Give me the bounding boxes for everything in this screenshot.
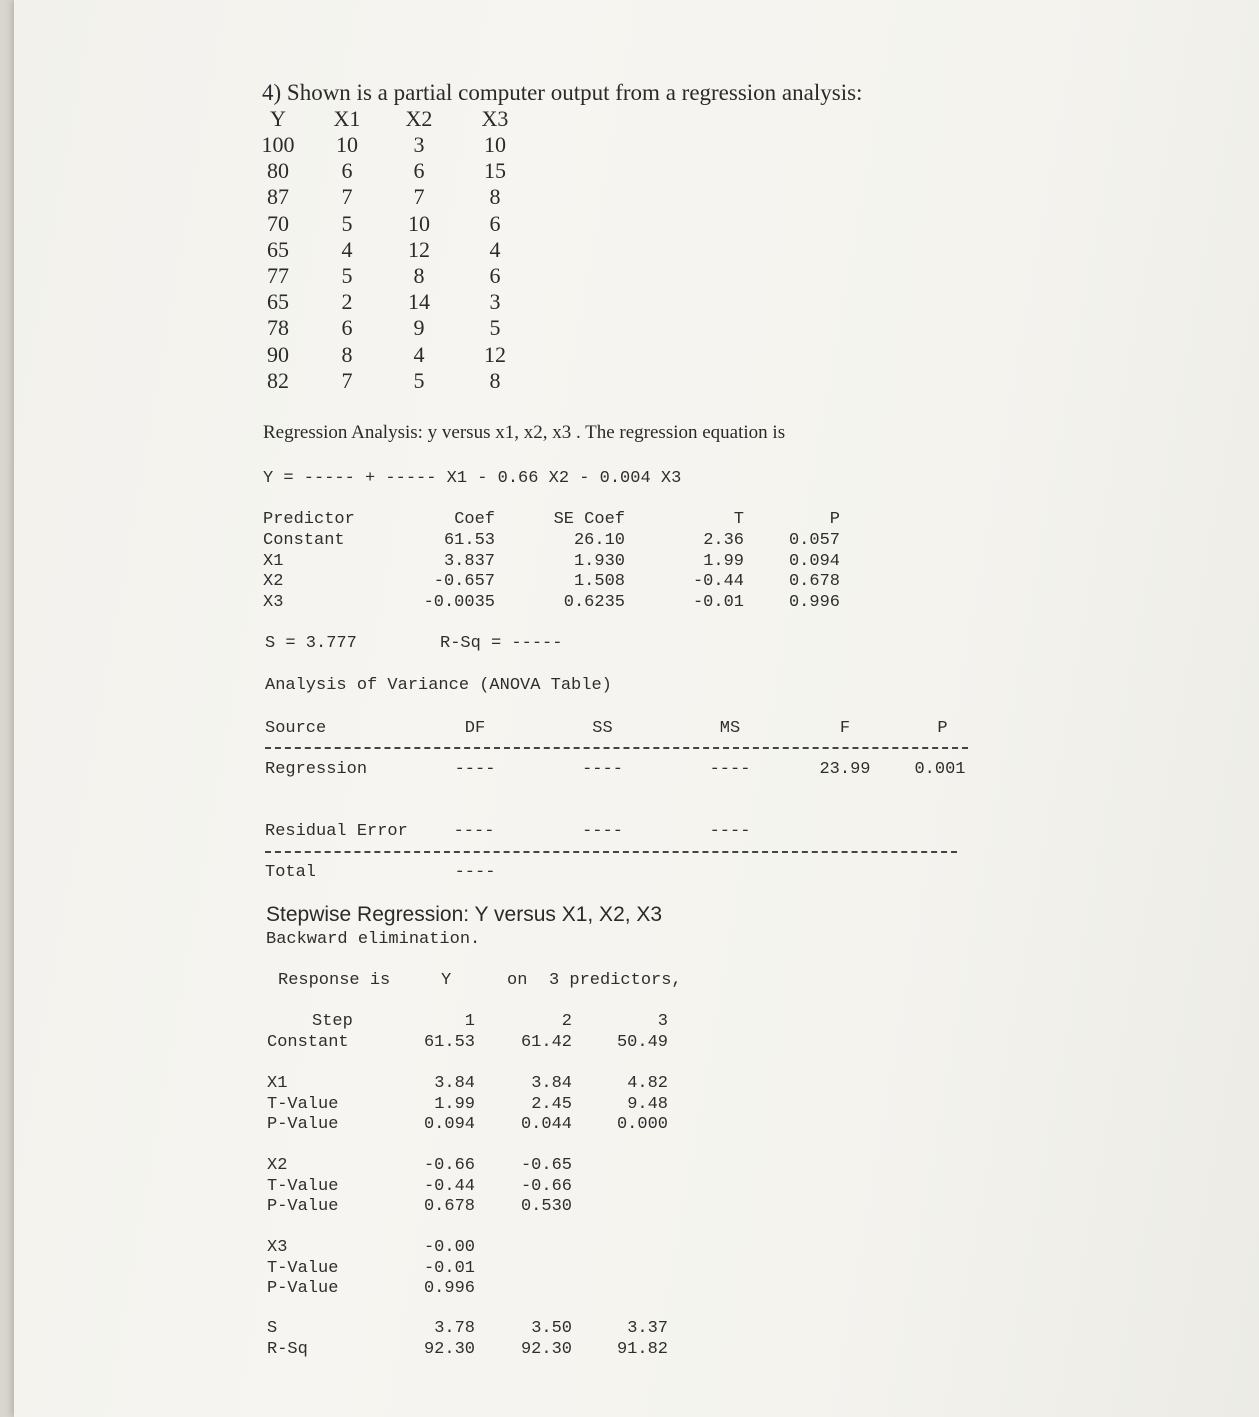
stepwise-cell: -0.00	[423, 1238, 475, 1257]
stepwise-cell: 61.53	[423, 1033, 475, 1052]
coef-cell: X3	[263, 593, 284, 613]
stepwise-cell: 0.530	[520, 1197, 572, 1216]
stepwise-cell: 61.42	[520, 1033, 572, 1052]
coef-cell: -0.01	[692, 593, 744, 613]
data-cell: 14	[408, 289, 430, 315]
anova-cell: ----	[582, 822, 623, 841]
data-cell: 8	[341, 341, 353, 367]
stepwise-subtitle: Backward elimination.	[266, 930, 481, 949]
data-cell: 8	[489, 184, 501, 210]
data-cell: 10	[408, 210, 430, 236]
data-header: Y	[270, 106, 286, 131]
data-cell: 78	[267, 315, 289, 341]
step-label: Step	[312, 1012, 353, 1031]
coef-cell: 1.99	[703, 551, 744, 571]
data-cell: 4	[489, 236, 501, 262]
stepwise-cell: -0.01	[423, 1259, 475, 1278]
data-cell: 65	[267, 236, 289, 262]
stepwise-cell: 3.84	[434, 1074, 475, 1093]
response-on: on	[507, 971, 528, 990]
anova-cell: Total	[265, 863, 317, 882]
data-cell: 65	[267, 289, 289, 315]
data-cell: 7	[413, 184, 425, 210]
coef-cell: -0.0035	[423, 593, 495, 613]
data-cell: 100	[261, 132, 295, 157]
stepwise-row-label: X1	[267, 1074, 288, 1093]
coef-cell: X2	[263, 572, 284, 592]
coef-header: P	[829, 510, 840, 529]
stepwise-cell: 3.78	[434, 1319, 475, 1338]
step-number: 3	[657, 1012, 668, 1031]
anova-header: P	[937, 719, 948, 738]
data-cell: 6	[341, 158, 353, 184]
data-cell: 3	[413, 132, 425, 157]
data-cell: 10	[336, 132, 358, 157]
coef-cell: -0.657	[433, 572, 495, 592]
anova-cell: ----	[709, 822, 751, 841]
stepwise-row-label: X2	[267, 1156, 288, 1175]
anova-header: F	[839, 719, 851, 738]
data-cell: 4	[413, 341, 425, 367]
stepwise-cell: 92.30	[423, 1340, 475, 1359]
data-cell: 10	[484, 132, 506, 157]
coef-cell: X1	[263, 551, 284, 571]
stepwise-cell: -0.66	[423, 1156, 475, 1175]
coef-cell: 61.53	[443, 531, 495, 550]
coef-cell: 2.36	[703, 531, 744, 550]
coef-cell: 0.6235	[563, 593, 625, 613]
data-cell: 12	[408, 236, 430, 262]
anova-cell: 0.001	[914, 760, 966, 779]
s-value: S = 3.777	[265, 634, 357, 653]
stepwise-cell: 91.82	[616, 1340, 668, 1359]
stepwise-row-label: P-Value	[267, 1115, 339, 1134]
anova-cell: Regression	[265, 760, 368, 779]
anova-divider-bottom	[265, 851, 957, 853]
stepwise-cell: 3.84	[531, 1074, 572, 1093]
anova-cell: ----	[454, 863, 496, 882]
data-cell: 90	[267, 341, 289, 367]
coef-cell: 26.10	[573, 531, 625, 550]
anova-cell: 23.99	[819, 760, 871, 779]
data-cell: 87	[267, 184, 289, 210]
stepwise-row-label: P-Value	[267, 1197, 339, 1216]
anova-header: SS	[592, 719, 613, 738]
data-cell: 15	[484, 158, 506, 184]
stepwise-row-label: P-Value	[267, 1279, 339, 1298]
stepwise-cell: 0.996	[423, 1279, 475, 1298]
stepwise-cell: -0.65	[520, 1156, 572, 1175]
data-header: X3	[481, 106, 509, 131]
anova-header: Source	[265, 719, 327, 738]
data-cell: 6	[413, 158, 425, 184]
data-cell: 9	[413, 315, 425, 341]
coef-cell: 1.930	[573, 551, 625, 571]
coef-header: SE Coef	[553, 510, 625, 529]
stepwise-row-label: T-Value	[267, 1259, 339, 1278]
data-cell: 6	[341, 315, 353, 341]
data-header: X1	[333, 106, 361, 131]
stepwise-row-label: T-Value	[267, 1177, 339, 1196]
data-cell: 8	[489, 367, 501, 393]
coef-cell: 0.996	[788, 593, 840, 613]
coef-cell: Constant	[263, 531, 345, 550]
data-cell: 7	[341, 184, 353, 210]
response-variable: Y	[441, 971, 452, 990]
coef-cell: -0.44	[692, 572, 744, 592]
response-label: Response is	[278, 971, 391, 990]
data-cell: 5	[413, 367, 425, 393]
coef-header: Coef	[454, 510, 495, 529]
regression-title: Regression Analysis: y versus x1, x2, x3 . The regression equation is	[263, 422, 786, 443]
anova-header: DF	[464, 719, 486, 738]
anova-cell: ----	[453, 822, 495, 841]
stepwise-cell: 50.49	[616, 1033, 668, 1052]
stepwise-cell: 0.000	[616, 1115, 668, 1134]
stepwise-cell: 4.82	[627, 1074, 668, 1093]
stepwise-cell: 3.50	[531, 1319, 572, 1338]
coef-cell: 0.057	[788, 531, 840, 550]
stepwise-cell: 2.45	[531, 1095, 572, 1114]
stepwise-cell: 1.99	[434, 1095, 475, 1114]
data-cell: 4	[341, 236, 353, 262]
data-cell: 5	[489, 315, 501, 341]
coef-header: T	[733, 510, 744, 529]
data-cell: 7	[341, 367, 353, 393]
data-cell: 70	[267, 210, 289, 236]
coef-header: Predictor	[263, 510, 355, 529]
stepwise-cell: 3.37	[627, 1319, 668, 1338]
regression-equation: Y = ----- + ----- X1 - 0.66 X2 - 0.004 X3	[263, 469, 682, 488]
anova-header: MS	[719, 719, 741, 738]
anova-cell: ----	[582, 760, 623, 779]
stepwise-row-label: R-Sq	[267, 1340, 308, 1359]
stepwise-cell: 92.30	[520, 1340, 572, 1359]
r-sq-value: R-Sq = -----	[440, 634, 563, 653]
question-intro: 4) Shown is a partial computer output from a regression analysis:	[262, 80, 863, 105]
coef-cell: 1.508	[573, 572, 625, 592]
anova-cell: ----	[454, 760, 496, 779]
data-cell: 6	[489, 210, 501, 236]
stepwise-row-label: X3	[267, 1238, 288, 1257]
data-cell: 8	[413, 263, 425, 288]
data-header: X2	[405, 106, 433, 131]
stepwise-cell: 0.094	[423, 1115, 475, 1134]
coef-cell: 0.094	[788, 551, 840, 571]
stepwise-cell: -0.44	[423, 1177, 475, 1196]
anova-cell: ----	[709, 760, 751, 779]
stepwise-cell: 0.678	[423, 1197, 475, 1216]
data-cell: 2	[341, 289, 353, 315]
response-predictors: 3 predictors,	[549, 971, 682, 990]
coef-cell: 0.678	[788, 572, 840, 592]
stepwise-cell: -0.66	[520, 1177, 572, 1196]
stepwise-cell: 9.48	[627, 1095, 668, 1114]
stepwise-row-label: T-Value	[267, 1095, 339, 1114]
anova-title: Analysis of Variance (ANOVA Table)	[265, 676, 612, 695]
anova-divider-top	[265, 747, 968, 749]
anova-cell: Residual Error	[265, 822, 408, 841]
step-number: 1	[464, 1012, 475, 1031]
stepwise-row-label: Constant	[267, 1033, 349, 1052]
data-cell: 3	[489, 289, 501, 315]
data-cell: 5	[341, 263, 353, 288]
stepwise-row-label: S	[267, 1319, 278, 1338]
data-cell: 80	[267, 158, 289, 184]
data-cell: 5	[341, 210, 353, 236]
stepwise-title: Stepwise Regression: Y versus X1, X2, X3	[266, 903, 663, 926]
stepwise-cell: 0.044	[520, 1115, 572, 1134]
coef-cell: 3.837	[443, 551, 495, 571]
data-cell: 6	[489, 263, 501, 288]
step-number: 2	[561, 1012, 572, 1031]
paper-page	[14, 0, 1259, 1417]
data-cell: 12	[484, 341, 506, 367]
data-cell: 82	[267, 367, 289, 393]
data-cell: 77	[267, 263, 289, 288]
